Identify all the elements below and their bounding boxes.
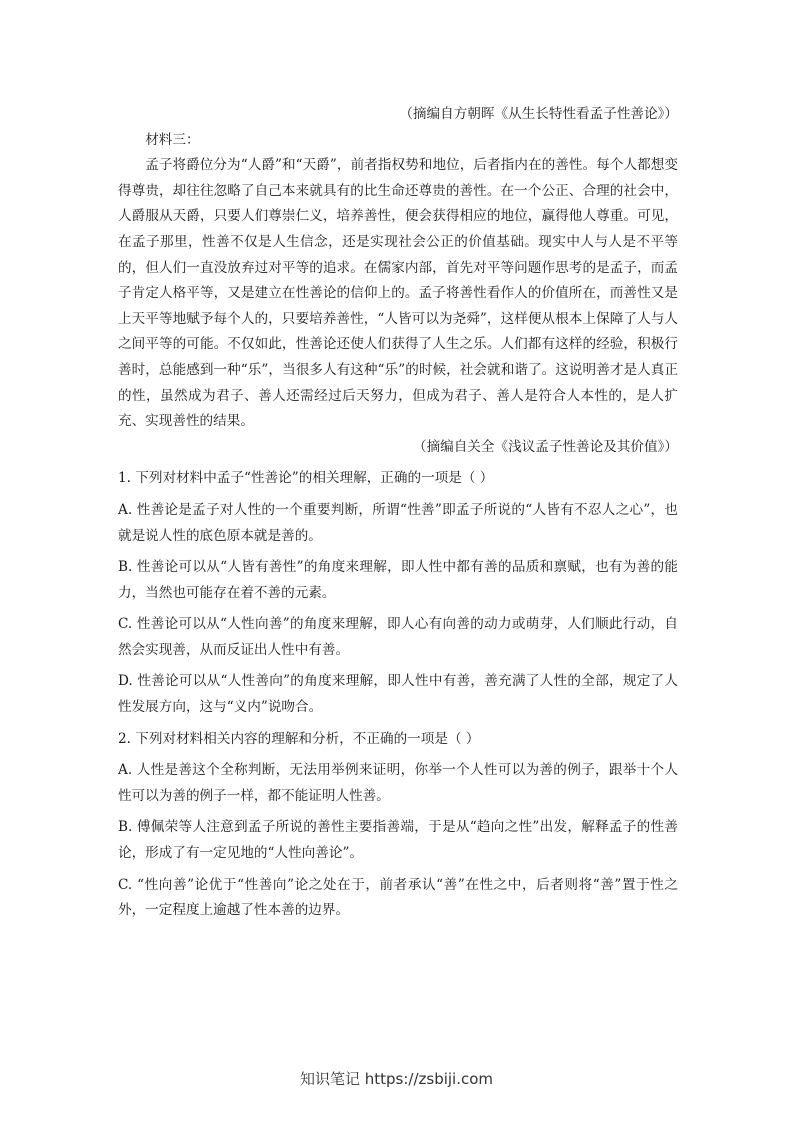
material-3-paragraph: 孟子将爵位分为“人爵”和“天爵”，前者指权势和地位，后者指内在的善性。每个人都想变得尊贵，却往往忽略了自己本来就具有的比生命还尊贵的善性。在一个公正、合理的社会中，人爵服从天爵，只要人们尊崇仁义，培养善性，便会获得相应的地位，赢得他人尊重。可见，在孟子那里，性善不仅是人生信念，还是实现社会公正的价值基础。现实中人与人是不平等的，但人们一直没放弃过对平等的追求。在儒家内部，首先对平等问题作思考的是孟子，而孟子肯定人格平等，又是建立在性善论的信仰上的。孟子将善性看作人的价值所在，而善性又是上天平等地赋予每个人的，只要培养善性，“人皆可以为尧舜”，这样便从根本上保障了人与人之间平等的可能。不仅如此，性善论还使人们获得了人生之乐。人们都有这样的经验，积极行善时，总能感到一种“乐”，当很多人有这种“乐”的时候，社会就和谐了。这说明善才是人真正的性，虽然成为君子、善人还需经过后天努力，但成为君子、善人是符合人本性的，是人扩充、实现善性的结果。 [118,157,678,430]
question-2-option-c: C. “性向善”论优于“性善向”论之处在于，前者承认“善”在性之中，后者则将“善”置于性之外，一定程度上逾越了性本善的边界。 [118,876,678,919]
source-citation-2: （摘编自关全《浅议孟子性善论及其价值》） [412,438,678,455]
question-2-option-b: B. 傅佩荣等人注意到孟子所说的善性主要指善端，于是从“趋向之性”出发，解释孟子的性善论，形成了有一定见地的“人性向善论”。 [118,819,678,862]
question-1-stem: 1. 下列对材料中孟子“性善论”的相关理解，正确的一项是（ ） [118,470,494,487]
source-citation-1: （摘编自方朝晖《从生长特性看孟子性善论》） [399,106,678,122]
document-body [118,102,678,924]
question-1-option-b: B. 性善论可以从“人皆有善性”的角度来理解，即人性中都有善的品质和禀赋，也有为善的能力，当然也可能存在着不善的元素。 [118,559,678,601]
material-3-label: 材料三： [145,131,200,148]
footer-watermark: 知识笔记 https://zsbiji.com [299,1070,494,1088]
question-1-option-a: A. 性善论是孟子对人性的一个重要判断，所谓“性善”即孟子所说的“人皆有不忍人之心”，也就是说人性的底色原本就是善的。 [118,501,678,544]
question-2-option-a: A. 人性是善这个全称判断，无法用举例来证明，你举一个人性可以为善的例子，跟举十个人性可以为善的例子一样，都不能证明人性善。 [118,762,678,804]
question-1-option-d: D. 性善论可以从“人性善向”的角度来理解，即人性中有善，善充满了人性的全部，规定了人性发展方向，这与“义内”说吻合。 [118,673,678,716]
question-1-option-c: C. 性善论可以从“人性向善”的角度来理解，即人心有向善的动力或萌芽，人们顺此行动，自然会实现善，从而反证出人性中有善。 [118,616,678,658]
question-2-stem: 2. 下列对材料相关内容的理解和分析，不正确的一项是（ ） [118,730,480,747]
